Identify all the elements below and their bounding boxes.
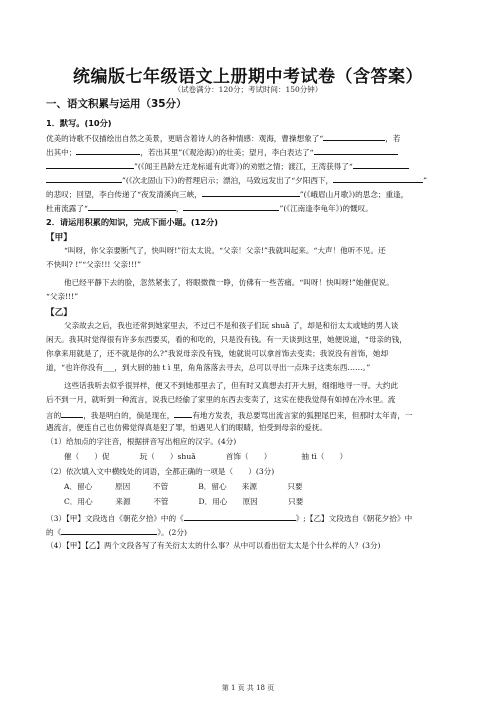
blank[interactable] — [46, 173, 122, 183]
option-b[interactable]: B．留心 来源 只要 — [198, 482, 303, 491]
sub-question-1-items: 催（ ）促 玩（ ）shuǎ 首饰（ ） 抽 tì（ ） — [64, 452, 348, 461]
blank[interactable] — [202, 187, 300, 197]
q1-line-3: ”(《闻王昌龄左迁龙标遥有此寄》)的劝慰之情；渡江，王湾获得了“ — [46, 159, 450, 172]
sub-question-3: （3）【甲】文段选自《朝花夕拾》中的《 》;【乙】文段选自《朝花夕拾》中 — [46, 511, 450, 524]
blank[interactable] — [76, 145, 140, 155]
blank[interactable] — [323, 131, 385, 141]
blank[interactable] — [61, 408, 83, 418]
passage-b-line: 遇流言，便连自己也仿佛觉得真是犯了罪，怕遇见人们的眼睛，怕受到母亲的爱抚。 — [46, 423, 327, 432]
passage-a-tag: 【甲】 — [46, 233, 72, 243]
q1-line-4: ”(《次北固山下》)的哲理启示；漂泊，马致远发出了“夕阳西下， ” — [46, 173, 450, 186]
blank[interactable] — [184, 511, 296, 521]
sub-question-4: （4）【甲】【乙】两个文段各写了有关衍太太的什么事？从中可以看出衍太太是个什么样的人？(3分) — [46, 541, 381, 550]
passage-b-line: 你拿来用就是了，还不就是你的么?”我说母亲没有钱，她就说可以拿首饰去变卖；我说没有首饰，她却 — [46, 349, 389, 358]
question-2-heading: 2．请运用积累的知识，完成下面小题。(12分) — [46, 217, 218, 227]
blank[interactable] — [88, 201, 176, 211]
question-1-heading: 1．默写。(10分) — [46, 118, 112, 128]
blank[interactable] — [333, 173, 423, 183]
passage-a-line: 不快叫? !”“父亲!!! 父亲!!!” — [46, 260, 142, 269]
blank[interactable] — [61, 525, 157, 535]
option-d[interactable]: D．用心 原因 只要 — [198, 497, 304, 506]
blank[interactable] — [353, 159, 409, 169]
passage-a-line: 他已经平静下去的脸，忽然紧张了，将眼微微一睁，仿佛有一些苦痛。“叫呀！快叫呀!”她催促说。 — [64, 278, 394, 287]
passage-b-line: 后不到一月，就听到一种流言，说我已经偷了家里的东西去变卖了，这实在使我觉得有如掉在冷水里。流 — [46, 395, 396, 404]
page-footer: 第 1 页 共 18 页 — [221, 684, 275, 692]
exam-info: （试卷满分：120分；考试时间：150分钟） — [173, 85, 323, 94]
sub-question-3-cont: 的《 》。(2分) — [46, 525, 450, 538]
sub-question-2: （2）依次填入文中横线处的词语，全都正确的一项是（ ）(3分) — [46, 467, 275, 476]
passage-b-line: 言的 ，我是明白的，倘是现在， 有地方发表，我总要骂出流言家的狐狸尾巴来，但那时太年青，一 — [46, 408, 450, 421]
passage-b-line: 这些话我听去似乎很异样，便又不到她那里去了，但有时又真想去打开大厨，细细地寻一寻。大约此 — [64, 381, 399, 390]
option-a[interactable]: A．留心 原因 不管 — [64, 482, 169, 491]
passage-b-line: 闲天。我其时觉得很有许多东西要买，看的和吃的，只是没有钱。有一天谈到这里，她便说道，“母亲的钱， — [46, 335, 407, 344]
q1-line-5: 的悲叹；回望，李白传递了“夜发清溪向三峡， ”(《峨眉山月歌》)的思念；重逢， — [46, 187, 450, 200]
q1-line-1: 优美的诗歌不仅描绘出自然之美景，更暗含着诗人的各种情感：观海，曹操想象了“ ，若 — [46, 131, 450, 144]
q1-line-2: 出其中； ，若出其里”(《观沧海》)的壮美；望月，李白表达了“ — [46, 145, 450, 158]
passage-b-line: 道，“也许你没有___，到大厨的抽 t ì 里，角角落落去寻去，总可以寻出一点珠子这类东西……。” — [46, 363, 371, 372]
passage-a-line: “叫呀，你父亲要断气了，快叫呀!”衍太太说。“父亲！父亲!”我就叫起来。“大声！他听不见。还 — [64, 246, 386, 255]
option-row — [64, 481, 450, 492]
passage-b-line: 父亲故去之后，我也还常到她家里去，不过已不是和孩子们玩 shuǎ 了，却是和衍太太或她的男人谈 — [64, 321, 399, 330]
option-row — [64, 496, 450, 507]
section-heading: 一、语文积累与运用（35分） — [46, 98, 187, 110]
sub-question-1: （1）给加点的字注音，根据拼音写出相应的汉字。(4分) — [46, 437, 237, 446]
page-title: 统编版七年级语文上册期中考试卷（含答案） — [73, 67, 423, 87]
q1-line-6: 杜甫流露了“ ， ”(《江南逢李龟年》)的慨叹。 — [46, 201, 450, 214]
blank[interactable] — [183, 201, 279, 211]
passage-a-line: “父亲!!!” — [46, 292, 79, 301]
blank[interactable] — [314, 145, 398, 155]
passage-b-tag: 【乙】 — [46, 308, 72, 318]
blank[interactable] — [174, 408, 192, 418]
option-c[interactable]: C．用心 来源 不管 — [64, 497, 169, 506]
blank[interactable] — [46, 159, 134, 169]
